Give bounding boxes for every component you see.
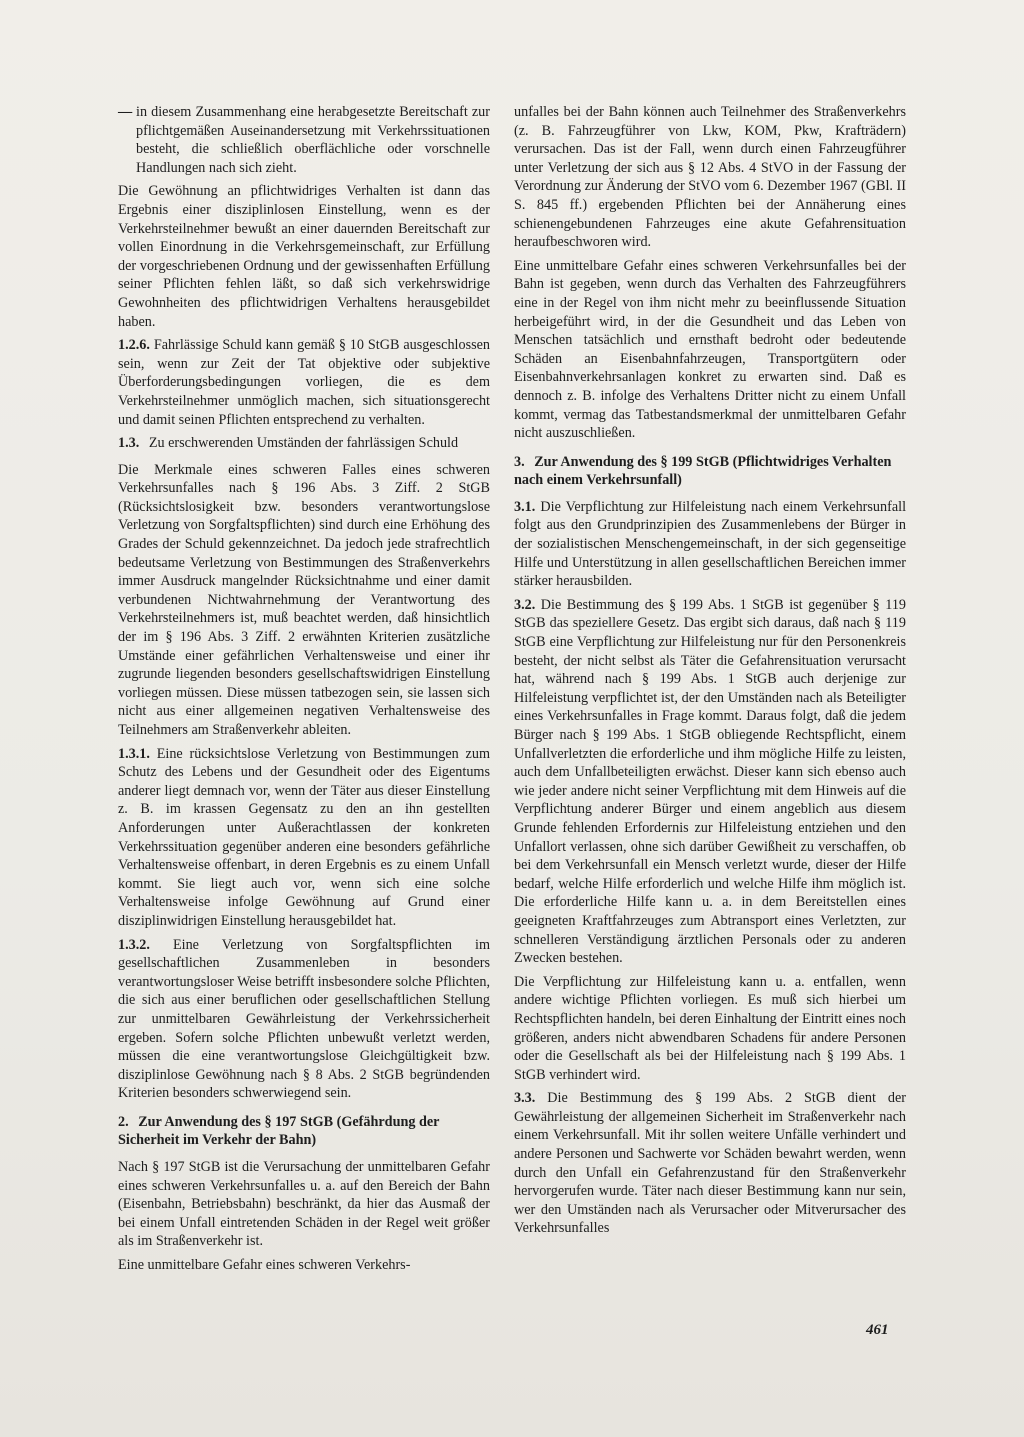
section-number: 1.2.6. [118,337,150,354]
section-number: 2. [118,1113,129,1130]
dash-bullet: — [118,104,133,120]
section-1-3-1 [118,745,490,931]
section-2-heading [118,1113,490,1150]
section-number: 3. [514,453,525,470]
section-number: 3.1. [514,498,536,515]
dash-list-item [118,103,490,177]
section-number: 1.3.2. [118,936,150,953]
section-number: 1.3.1. [118,745,150,762]
dash-item-text: in diesem Zusammenhang eine herabgesetzte Bereitschaft zur pflichtgemäßen Auseinandersetzung mit Verkehrssituationen besteht, die schließlich oberflächliche oder vorschnelle Handlungen nach sich zieht. [136,104,490,176]
section-number: 1.3. [118,435,140,452]
page-number: 461 [866,1322,889,1338]
paragraph-gefahr-bahn: Eine unmittelbare Gefahr eines schweren Verkehrsunfalles bei der Bahn ist gegeben, wenn durch das Verhalten des Fahrzeugführers eine in der Regel von ihm nicht mehr zu beeinflussende Situation herbeigeführt wird, in der die Gesundheit und das Leben von Menschen tatsächlich und ernsthaft bedroht oder bedeutende Schäden an Eisenbahnfahrzeugen, Transportgütern oder Eisenbahnverkehrsanlagen konkret zu erwarten sind. Daß es dennoch z. B. infolge des Verhaltens Dritter nicht zu einem Unfall kommt, vermag das Tatbestandsmerkmal der unmittelbaren Gefahr nicht auszuschließen. [514,257,906,442]
section-text: Die Bestimmung des § 199 Abs. 2 StGB dient der Gewährleistung der allgemeinen Sicherheit im Straßenverkehr nach einem Verkehrsunfall. Mit ihr sollen weitere Unfälle verhindert und andere Personen und Sachwerte vor Schäden bewahrt werden, wenn durch den Unfall ein Gefahrenzustand für den Straßenverkehr hervorgerufen wurde. Täter nach dieser Bestimmung kann nur sein, wer den Umständen nach als Verursacher oder Mitverursacher des Verkehrsunfalles [514,1090,906,1237]
section-text: Fahrlässige Schuld kann gemäß § 10 StGB ausgeschlossen sein, wenn zur Zeit der Tat objektive oder subjektive Überforderungsbedingungen vorliegen, die es dem Verkehrsteilnehmer unmöglich machen, sich situationsgerecht und damit seinen Pflichten entsprechend zu verhalten. [118,337,491,428]
section-1-2-6 [118,336,490,429]
section-text: Die Verpflichtung zur Hilfeleistung nach einem Verkehrsunfall folgt aus den Grundprinzipien des Zusammenlebens der Bürger in der sozialistischen Menschengemeinschaft, in der sich gegenseitige Hilfe und Unterstützung in allen gesellschaftlichen Bereichen immer stärker herausbilden. [514,498,907,590]
section-number: 3.3. [514,1090,536,1107]
section-3-heading [514,453,906,490]
right-column [514,103,906,1243]
section-text: Eine rücksichtslose Verletzung von Bestimmungen zum Schutz des Lebens und der Gesundheit oder des Eigentums anderer liegt demnach vor, wenn der Täter aus dieser Einstellung z. B. im krassen Gegensatz zu den an ihn gestellten Anforderungen unter Außerachtlassen der konkreten Verkehrssituation gegenüber anderen eine besonders gefährliche Verhaltensweise offenbart, in deren Ergebnis es zu einem Unfall kommt. Sie liegt auch vor, wenn sich eine solche Verhaltensweise infolge Gewöhnung auf Grund einer disziplinwidrigen Einstellung herausgebildet hat. [118,745,490,929]
section-1-3-heading [118,434,490,453]
section-text: Die Bestimmung des § 199 Abs. 1 StGB ist gegenüber § 119 StGB das speziellere Gesetz. Das ergibt sich daraus, daß nach § 119 StGB eine Verpflichtung zur Hilfeleistung nur für den Personenkreis besteht, der nicht selbst als Täter die Gefahrensituation verursacht hat, während nach § 199 Abs. 1 StGB auch derjenige zur Hilfeleistung verpflichtet ist, der den Umständen nach als Beteiligter eines Verkehrsunfalles in Frage kommt. Daraus folgt, daß die jedem Bürger nach § 199 Abs. 1 StGB obliegende Rechtspflicht, einem Unfallverletzten die erforderliche und ihm mögliche Hilfe zu leisten, auch dem Unfallbeteiligten erwächst. Dieser kann sich ebenso auch wie jeder andere nicht seiner Verpflichtung mit dem Hinweis auf die Verpflichtung anderer Bürger und einem angeblich aus diesem Grunde fehlenden Erfordernis zur Hilfeleistung entziehen und den Unfallort verlassen, ohne sich darüber Gewißheit zu verschaffen, ob bei dem Verkehrsunfall ein Mensch verletzt wurde, dieser der Hilfe bedarf, welche Hilfe erforderlich und welche Hilfe ihm möglich ist. Die erforderliche Hilfe kann u. a. in dem Bereitstellen eines geeigneten Kraftfahrzeuges zum Abtransport eines Verletzten, zur schnelleren Verständigung ärztlichen Personals oder zu anderen Zwecken bestehen. [514,596,907,967]
section-number: 3.2. [514,596,536,613]
paragraph-entfallen: Die Verpflichtung zur Hilfeleistung kann u. a. entfallen, wenn andere wichtige Pflichten vorliegen. Es muß sich hierbei um Rechtspflichten handeln, bei deren Einhaltung der Eintritt eines noch größeren, anders nicht abwendbaren Schadens für andere Personen oder die Gesellschaft als bei der Hilfeleistung nach § 199 Abs. 1 StGB verhindert wird. [514,973,907,1083]
section-3-3 [514,1089,906,1238]
section-title: Zur Anwendung des § 197 StGB (Gefährdung der Sicherheit im Verkehr der Bahn) [118,1113,440,1149]
section-text: Eine Verletzung von Sorgfaltspflichten im gesellschaftlichen Zusammenleben in besonders verantwortungsloser Weise betrifft insbesondere solche Pflichten, die sich aus einer beruflichen oder gesellschaftlichen Stellung zur unmittelbaren Gewährleistung der Verkehrssicherheit ergeben. Sofern solche Pflichten unbewußt verletzt werden, müssen die eine verantwortungslose Gleichgültigkeit bzw. disziplinlose Gewöhnung nach § 8 Abs. 2 StGB begründenden Kriterien besonders schwerwiegend sein. [118,936,490,1102]
paragraph-merkmale: Die Merkmale eines schweren Falles eines schweren Verkehrsunfalles nach § 196 Abs. 3 Ziff. 2 StGB (Rücksichtslosigkeit bzw. besonders verantwortungslose Verletzung von Sorgfaltspflichten) sind durch eine Erhöhung des Grades der Schuld gekennzeichnet. Da jedoch jede strafrechtlich bedeutsame Verletzung von Bestimmungen des Straßenverkehrs immer Ausdruck mangelnder Rücksichtnahme und einer damit verbundenen Nichtwahrnehmung der Verantwortung des Verkehrsteilnehmers ist, muß beachtet werden, daß hinsichtlich der im § 196 Abs. 3 Ziff. 2 erwähnten Kriterien zusätzliche Umstände einer gefährlichen Verhaltensweise und einer ihr zugrunde liegenden besonders gesellschaftswidrigen Einstellung vorliegen müssen. Diese müssen tatbezogen sein, sie lassen sich nicht aus einer allgemeinen negativen Verhaltensweise des Teilnehmers am Straßenverkehr ableiten. [118,461,490,738]
section-title: Zur Anwendung des § 199 StGB (Pflichtwidriges Verhalten nach einem Verkehrsunfall) [514,453,892,489]
paragraph-gewoehnung: Die Gewöhnung an pflichtwidriges Verhalten ist dann das Ergebnis einer disziplinlosen Einstellung, wenn es der Verkehrsteilnehmer bewußt an einer dauernden Bereitschaft zur vollen Einordnung in die Verkehrsgemeinschaft, zur Erfüllung der vorgeschriebenen Ordnung und der gewissenhaften Erfüllung seiner Pflichten fehlen läßt, so daß sich verkehrswidrige Gewohnheiten des pflichtwidrigen Verhaltens herausgebildet haben. [118,183,490,330]
paragraph-197: Nach § 197 StGB ist die Verursachung der unmittelbaren Gefahr eines schweren Verkehrsunfalles u. a. auf den Bereich der Bahn (Eisenbahn, Betriebsbahn) beschränkt, da hier das Ausmaß der bei einem Unfall eintretenden Schäden in der Regel weit größer als im Straßenverkehr ist. [118,1159,490,1250]
section-1-3-2 [118,936,490,1103]
paragraph-unmittelbare-gefahr: Eine unmittelbare Gefahr eines schweren Verkehrs- [118,1257,411,1274]
section-3-1 [514,498,906,591]
section-title: Zu erschwerenden Umständen der fahrlässigen Schuld [148,435,459,452]
section-3-2 [514,596,906,968]
paragraph-bahn-unfall: unfalles bei der Bahn können auch Teilnehmer des Straßenverkehrs (z. B. Fahrzeugführer von Lkw, KOM, Pkw, Krafträdern) verursachen. Das ist der Fall, wenn durch einen Fahrzeugführer unter Verletzung der sich aus § 12 Abs. 4 StVO in der Fassung der Verordnung zur Änderung der StVO vom 6. Dezember 1967 (GBl. II S. 845 ff.) ergebenden Pflichten bei der Annäherung eines schienengebundenen Fahrzeuges eine akute Gefahrensituation heraufbeschworen wird. [514,104,906,251]
left-column [118,103,490,1280]
